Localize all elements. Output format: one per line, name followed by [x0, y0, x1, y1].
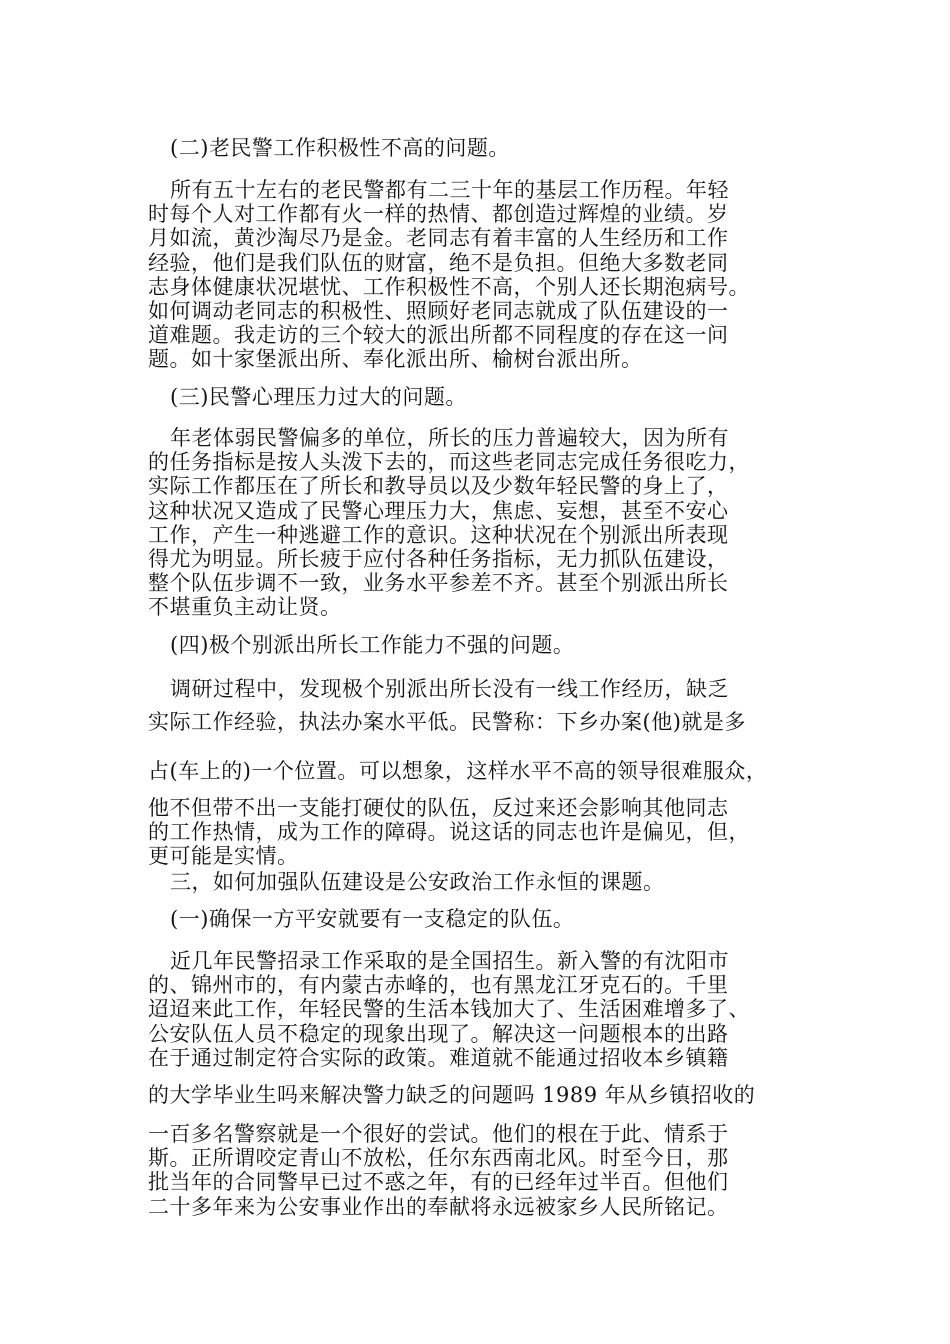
paragraph-line: 道难题。我走访的三个较大的派出所都不同程度的存在这一问: [148, 323, 729, 348]
paragraph-line: 所有五十左右的老民警都有二三十年的基层工作历程。年轻: [170, 178, 729, 202]
paragraph-line: 时每个人对工作都有火一样的热情、都创造过辉煌的业绩。岁: [148, 202, 729, 227]
heading-section-3: [148, 385, 808, 409]
paragraph-line: 的大学毕业生吗来解决警力缺乏的问题吗 1989 年从乡镇招收的: [148, 1083, 756, 1107]
paragraph-ability-rest: [148, 796, 808, 869]
paragraph-line: 的、锦州市的，有内蒙古赤峰的，也有黑龙江牙克石的。千里: [148, 973, 729, 998]
paragraph-ability-line-3: [148, 756, 808, 786]
paragraph-line: 志身体健康状况堪忧、工作积极性不高，个别人还长期泡病号。: [148, 274, 750, 299]
paragraph-line: 他不但带不出一支能打硬仗的队伍，反过来还会影响其他同志: [148, 796, 729, 820]
paragraph-stability-rest: [148, 1122, 808, 1219]
paragraph-line: 整个队伍步调不一致，业务水平参差不齐。甚至个别派出所长: [148, 571, 729, 596]
heading-text: (二)老民警工作积极性不高的问题。: [170, 136, 510, 160]
paragraph-line: 年老体弱民警偏多的单位，所长的压力普遍较大，因为所有: [170, 426, 729, 450]
paragraph-stability: [148, 949, 808, 1070]
heading-section-4: [148, 633, 808, 657]
heading-text: (四)极个别派出所长工作能力不强的问题。: [170, 633, 575, 657]
paragraph-line: 迢迢来此工作，年轻民警的生活本钱加大了、生活困难增多了、: [148, 997, 750, 1022]
paragraph-line: 题。如十家堡派出所、奉化派出所、榆树台派出所。: [148, 347, 643, 372]
paragraph-line: 斯。正所谓咬定青山不放松，任尔东西南北风。时至今日，那: [148, 1146, 729, 1171]
paragraph-ability-line-2: [148, 707, 808, 737]
paragraph-line: 二十多年来为公安事业作出的奉献将永远被家乡人民所铭记。: [148, 1194, 729, 1219]
paragraph-line: 经验，他们是我们队伍的财富，绝不是负担。但绝大多数老同: [148, 250, 729, 275]
paragraph-line: 的任务指标是按人头泼下去的，而这些老同志完成任务很吃力，: [148, 450, 750, 475]
paragraph-line: 近几年民警招录工作采取的是全国招生。新入警的有沈阳市: [170, 949, 729, 973]
paragraph-line: 的工作热情，成为工作的障碍。说这话的同志也许是偏见，但，: [148, 820, 750, 845]
paragraph-stability-line-6: [148, 1080, 808, 1110]
paragraph-line: 得尤为明显。所长疲于应付各种任务指标，无力抓队伍建设，: [148, 546, 729, 571]
paragraph-old-police: [148, 178, 808, 372]
paragraph-line: 实际工作都压在了所长和教导员以及少数年轻民警的身上了，: [148, 474, 729, 499]
paragraph-line: 一百多名警察就是一个很好的尝试。他们的根在于此、情系于: [148, 1122, 729, 1146]
heading-section-2: [148, 136, 808, 160]
paragraph-ability-line-1: [148, 674, 808, 704]
paragraph-line: 批当年的合同警早已过不惑之年，有的已经年过半百。但他们: [148, 1170, 729, 1195]
heading-text: (一)确保一方平安就要有一支稳定的队伍。: [170, 907, 575, 931]
paragraph-line: 如何调动老同志的积极性、照顾好老同志就成了队伍建设的一: [148, 298, 729, 323]
heading-subsection-1: [148, 907, 808, 931]
paragraph-line: 实际工作经验，执法办案水平低。民警称：下乡办案(他)就是多: [148, 710, 746, 734]
paragraph-line: 不堪重负主动让贤。: [148, 595, 342, 620]
paragraph-line: 占(车上的)一个位置。可以想象，这样水平不高的领导很难服众，: [148, 759, 768, 783]
paragraph-line: 这种状况又造成了民警心理压力大，焦虑、妄想，甚至不安心: [148, 498, 729, 523]
paragraph-pressure: [148, 426, 808, 620]
paragraph-line: 工作，产生一种逃避工作的意识。这种状况在个别派出所表现: [148, 522, 729, 547]
heading-text: (三)民警心理压力过大的问题。: [170, 385, 467, 409]
paragraph-line: 更可能是实情。: [148, 844, 299, 869]
section-3-title: [148, 870, 808, 894]
paragraph-line: 在于通过制定符合实际的政策。难道就不能通过招收本乡镇籍: [148, 1045, 729, 1070]
heading-text: 三，如何加强队伍建设是公安政治工作永恒的课题。: [170, 870, 665, 894]
paragraph-line: 月如流，黄沙淘尽乃是金。老同志有着丰富的人生经历和工作: [148, 226, 729, 251]
paragraph-line: 公安队伍人员不稳定的现象出现了。解决这一问题根本的出路: [148, 1021, 729, 1046]
paragraph-line: 调研过程中，发现极个别派出所长没有一线工作经历，缺乏: [170, 677, 729, 701]
